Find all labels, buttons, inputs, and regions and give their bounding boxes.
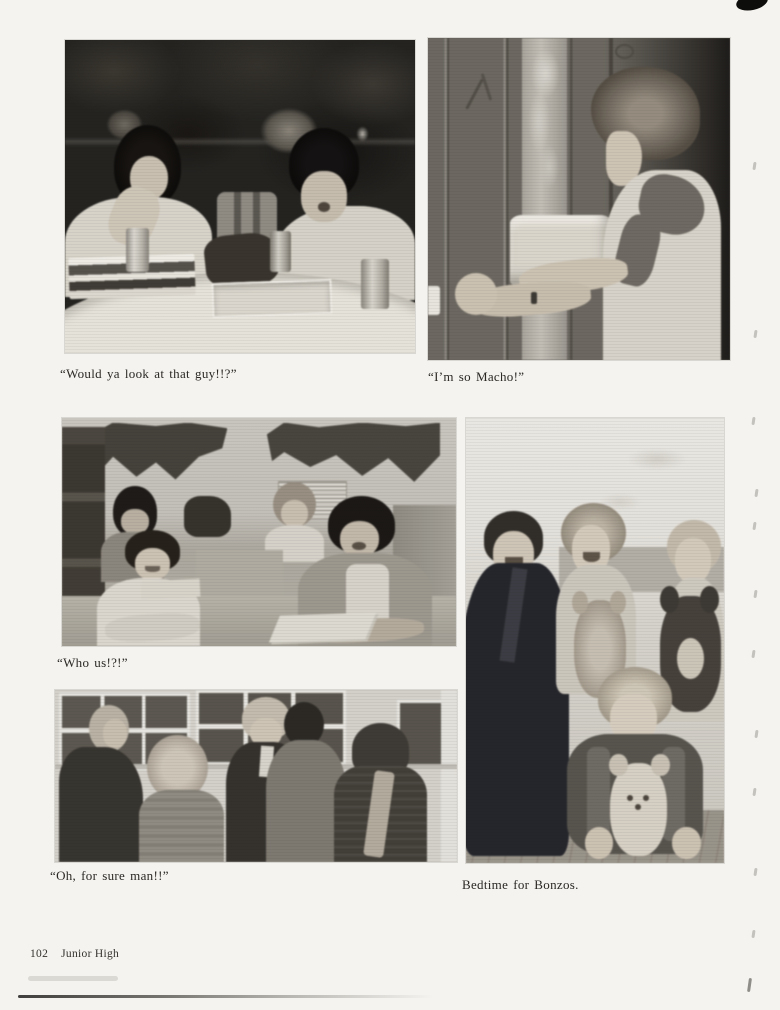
locker-lock	[531, 292, 537, 304]
bare-foot	[672, 827, 700, 858]
soda-can	[126, 228, 149, 272]
scan-edge-mark	[754, 489, 758, 497]
photo-locker	[428, 38, 730, 360]
teddy-bear	[610, 763, 667, 856]
scan-edge-mark	[747, 978, 752, 992]
scan-corner-mark	[735, 0, 770, 13]
photo-cafeteria-image	[65, 40, 415, 353]
scan-edge-mark	[752, 162, 756, 170]
page-footer	[30, 948, 119, 960]
photo-classroom-image	[62, 418, 456, 646]
photo-locker-image	[428, 38, 730, 360]
scan-edge-mark	[753, 590, 757, 598]
kid2-quilted-jacket	[139, 790, 223, 862]
caption-locker: “I’m so Macho!”	[428, 369, 525, 384]
girl-right-face	[340, 521, 379, 557]
papers-on-desk	[268, 612, 375, 643]
wall-map	[97, 423, 227, 480]
caption-cafeteria: “Would ya look at that guy!!?”	[60, 366, 237, 381]
kid1-jacket	[59, 747, 143, 862]
caption-bedtime: Bedtime for Bonzos.	[462, 877, 579, 892]
scan-smudge	[28, 976, 118, 981]
lunch-tray	[211, 279, 332, 318]
photo-outside-image	[55, 690, 457, 862]
scan-edge-mark	[753, 868, 757, 876]
photo-cafeteria	[65, 40, 415, 353]
boy-hands	[455, 273, 497, 315]
caption-classroom: “Who us!?!”	[57, 655, 128, 670]
scan-edge-mark	[753, 330, 757, 338]
photo-outside	[55, 690, 457, 862]
scan-bottom-line	[18, 995, 433, 998]
scan-edge-mark	[752, 788, 756, 796]
scan-edge-mark	[751, 417, 755, 425]
desk	[196, 550, 283, 600]
soda-can	[361, 259, 389, 309]
backpack	[184, 496, 231, 537]
papers-on-desk	[140, 578, 200, 599]
girl-center-face	[281, 500, 309, 527]
photo-bedtime	[466, 418, 724, 863]
photo-classroom	[62, 418, 456, 646]
scan-edge-mark	[752, 522, 756, 530]
scan-edge-mark	[751, 650, 755, 658]
page-number: 102	[30, 948, 49, 960]
soda-can	[270, 231, 291, 272]
wall-pillar	[441, 690, 457, 862]
section-title: Junior High	[61, 948, 120, 960]
scan-edge-mark	[754, 730, 758, 738]
bare-foot	[585, 827, 613, 858]
locker-latch	[428, 286, 440, 315]
photo-bedtime-image	[466, 418, 724, 863]
right-kid-face	[675, 538, 711, 583]
kid1-face	[103, 719, 127, 748]
caption-outside: “Oh, for sure man!!”	[50, 868, 169, 883]
boy2-face	[135, 548, 170, 580]
scan-edge-mark	[751, 930, 755, 938]
bathrobe	[466, 563, 569, 857]
right-girl-face	[301, 171, 347, 221]
wall-map	[267, 423, 440, 482]
